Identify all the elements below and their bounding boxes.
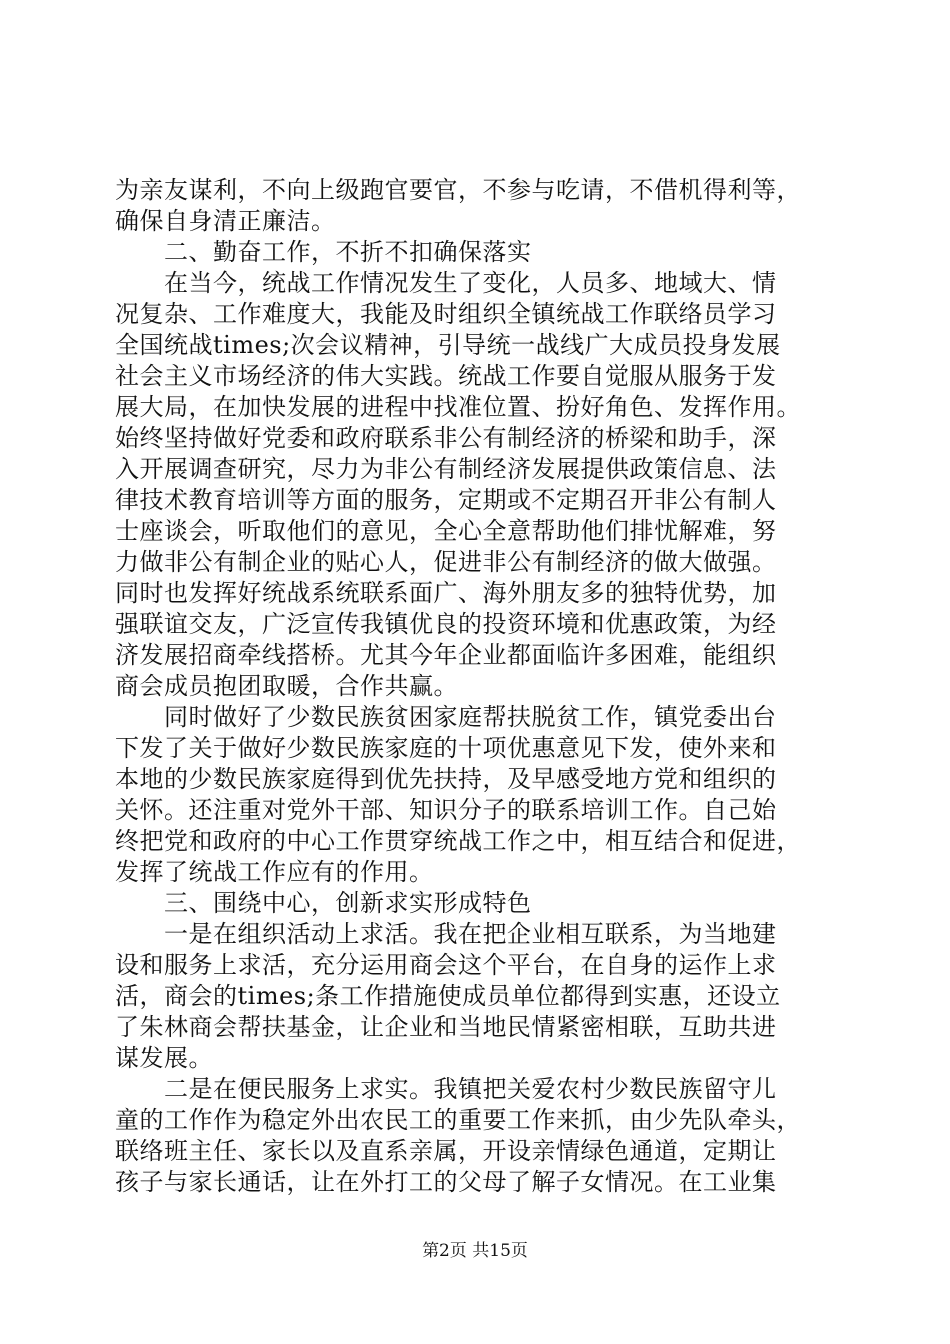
- text-line: 下发了关于做好少数民族家庭的十项优惠意见下发，使外来和: [115, 734, 777, 762]
- text-line: 社会主义市场经济的伟大实践。统战工作要自觉服从服务于发: [115, 362, 777, 390]
- text-line: 为亲友谋利，不向上级跑官要官，不参与吃请，不借机得利等，: [115, 176, 801, 204]
- text-line: 始终坚持做好党委和政府联系非公有制经济的桥梁和助手，深: [115, 424, 777, 452]
- section-heading: 三、围绕中心，创新求实形成特色: [115, 889, 532, 917]
- text-line: 况复杂、工作难度大，我能及时组织全镇统战工作联络员学习: [115, 300, 777, 328]
- text-line: 确保自身清正廉洁。: [115, 207, 336, 235]
- text-line: 展大局，在加快发展的进程中找准位置、扮好角色、发挥作用。: [115, 393, 801, 421]
- text-line: 入开展调查研究，尽力为非公有制经济发展提供政策信息、法: [115, 455, 777, 483]
- text-line: 一是在组织活动上求活。我在把企业相互联系，为当地建: [115, 920, 777, 948]
- text-line: 商会成员抱团取暖，合作共赢。: [115, 672, 458, 700]
- text-line: 济发展招商牵线搭桥。尤其今年企业都面临许多困难，能组织: [115, 641, 777, 669]
- text-line: 联络班主任、家长以及直系亲属，开设亲情绿色通道，定期让: [115, 1137, 777, 1165]
- page-number-footer: 第2页 共15页: [422, 1241, 528, 1261]
- text-line: 同时也发挥好统战系统联系面广、海外朋友多的独特优势，加: [115, 579, 777, 607]
- text-line: 同时做好了少数民族贫困家庭帮扶脱贫工作，镇党委出台: [115, 703, 777, 731]
- text-line: 谋发展。: [115, 1044, 213, 1072]
- text-line: 活，商会的times;条工作措施使成员单位都得到实惠，还设立: [115, 982, 781, 1010]
- text-line: 在当今，统战工作情况发生了变化，人员多、地域大、情: [115, 269, 777, 297]
- text-line: 设和服务上求活，充分运用商会这个平台，在自身的运作上求: [115, 951, 777, 979]
- text-line: 士座谈会，听取他们的意见，全心全意帮助他们排忧解难，努: [115, 517, 777, 545]
- text-line: 本地的少数民族家庭得到优先扶持，及早感受地方党和组织的: [115, 765, 777, 793]
- text-line: 终把党和政府的中心工作贯穿统战工作之中，相互结合和促进，: [115, 827, 801, 855]
- text-line: 关怀。还注重对党外干部、知识分子的联系培训工作。自己始: [115, 796, 777, 824]
- section-heading: 二、勤奋工作，不折不扣确保落实: [115, 238, 532, 266]
- document-body: [115, 175, 835, 1198]
- text-line: 孩子与家长通话，让在外打工的父母了解子女情况。在工业集: [115, 1168, 777, 1196]
- text-line: 童的工作作为稳定外出农民工的重要工作来抓，由少先队牵头，: [115, 1106, 801, 1134]
- text-line: 全国统战times;次会议精神，引导统一战线广大成员投身发展: [115, 331, 781, 359]
- text-line: 律技术教育培训等方面的服务，定期或不定期召开非公有制人: [115, 486, 777, 514]
- text-line: 二是在便民服务上求实。我镇把关爱农村少数民族留守儿: [115, 1075, 777, 1103]
- text-line: 发挥了统战工作应有的作用。: [115, 858, 434, 886]
- text-line: 强联谊交友，广泛宣传我镇优良的投资环境和优惠政策，为经: [115, 610, 777, 638]
- text-line: 了朱林商会帮扶基金，让企业和当地民情紧密相联，互助共进: [115, 1013, 777, 1041]
- text-line: 力做非公有制企业的贴心人，促进非公有制经济的做大做强。: [115, 548, 777, 576]
